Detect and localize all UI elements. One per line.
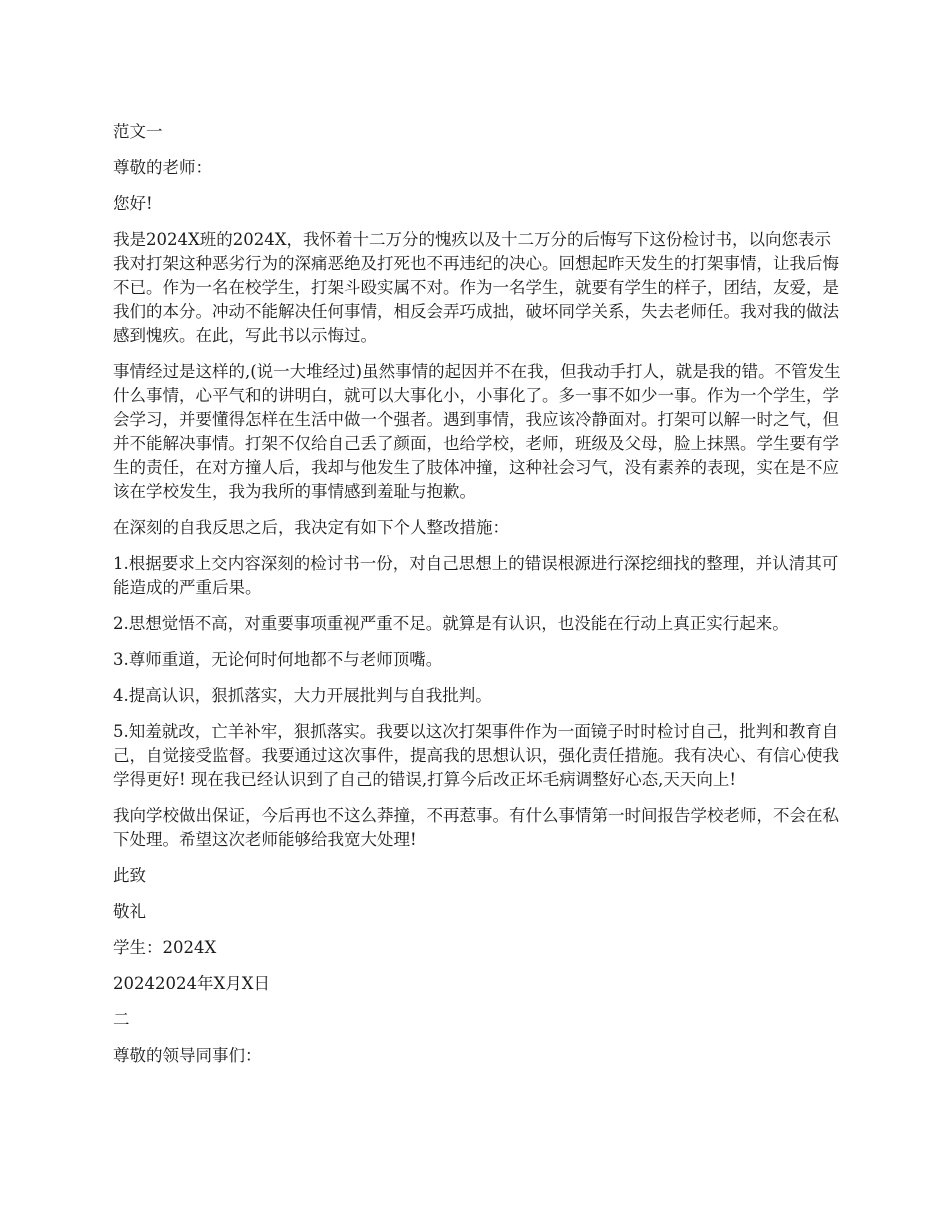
body-paragraph-promise: 我向学校做出保证，今后再也不这么莽撞，不再惹事。有什么事情第一时间报告学校老师，不会在私下处理。希望这次老师能够给我宽大处理!	[113, 806, 839, 849]
section-title: 范文一	[113, 122, 163, 141]
document-page	[113, 120, 843, 1080]
measures-heading: 在深刻的自我反思之后，我决定有如下个人整改措施：	[113, 518, 509, 537]
measure-item-2: 2.思想觉悟不高，对重要事项重视严重不足。就算是有认识，也没能在行动上真正实行起来。	[113, 614, 789, 633]
measure-item-5: 5.知羞就改，亡羊补牢，狠抓落实。我要以这次打架事件作为一面镜子时时检讨自己，批判和教育自己，自觉接受监督。我要通过这次事件，提高我的思想认识，强化责任措施。我有决心、有信心使我学得更好! 现在我已经认识到了自己的错误,打算今后改正坏毛病调整好心态,天天向上!	[113, 722, 839, 789]
greeting: 您好!	[113, 194, 153, 213]
measure-item-3: 3.尊师重道，无论何时何地都不与老师顶嘴。	[113, 650, 443, 669]
salutation: 尊敬的老师：	[113, 158, 212, 177]
measure-item-4: 4.提高认识，狠抓落实，大力开展批判与自我批判。	[113, 686, 492, 705]
salutation-2: 尊敬的领导同事们：	[113, 1046, 262, 1065]
signature-date: 20242024年X月X日	[113, 974, 270, 993]
body-paragraph-intro: 我是2024X班的2024X，我怀着十二万分的愧疚以及十二万分的后悔写下这份检讨书，以向您表示我对打架这种恶劣行为的深痛恶绝及打死也不再违纪的决心。回想起昨天发生的打架事情，让我后悔不已。作为一名在校学生，打架斗殴实属不对。作为一名学生，就要有学生的样子，团结，友爱，是我们的本分。冲动不能解决任何事情，相反会弄巧成拙，破坏同学关系，失去老师任。我对我的做法感到愧疚。在此，写此书以示悔过。	[113, 230, 839, 345]
measure-item-1: 1.根据要求上交内容深刻的检讨书一份，对自己思想上的错误根源进行深挖细找的整理，并认清其可能造成的严重后果。	[113, 554, 839, 597]
closing-line-1: 此致	[113, 866, 146, 885]
section-number: 二	[113, 1010, 130, 1029]
body-paragraph-events: 事情经过是这样的,(说一大堆经过)虽然事情的起因并不在我，但我动手打人，就是我的错。不管发生什么事情，心平气和的讲明白，就可以大事化小，小事化了。多一事不如少一事。作为一个学生，学会学习，并要懂得怎样在生活中做一个强者。遇到事情，我应该冷静面对。打架可以解一时之气，但并不能解决事情。打架不仅给自己丢了颜面，也给学校，老师，班级及父母，脸上抹黑。学生要有学生的责任，在对方撞人后，我却与他发生了肢体冲撞，这种社会习气，没有素养的表现，实在是不应该在学校发生，我为我所的事情感到羞耻与抱歉。	[113, 362, 841, 501]
closing-line-2: 敬礼	[113, 902, 146, 921]
signature-student: 学生：2024X	[113, 938, 217, 957]
